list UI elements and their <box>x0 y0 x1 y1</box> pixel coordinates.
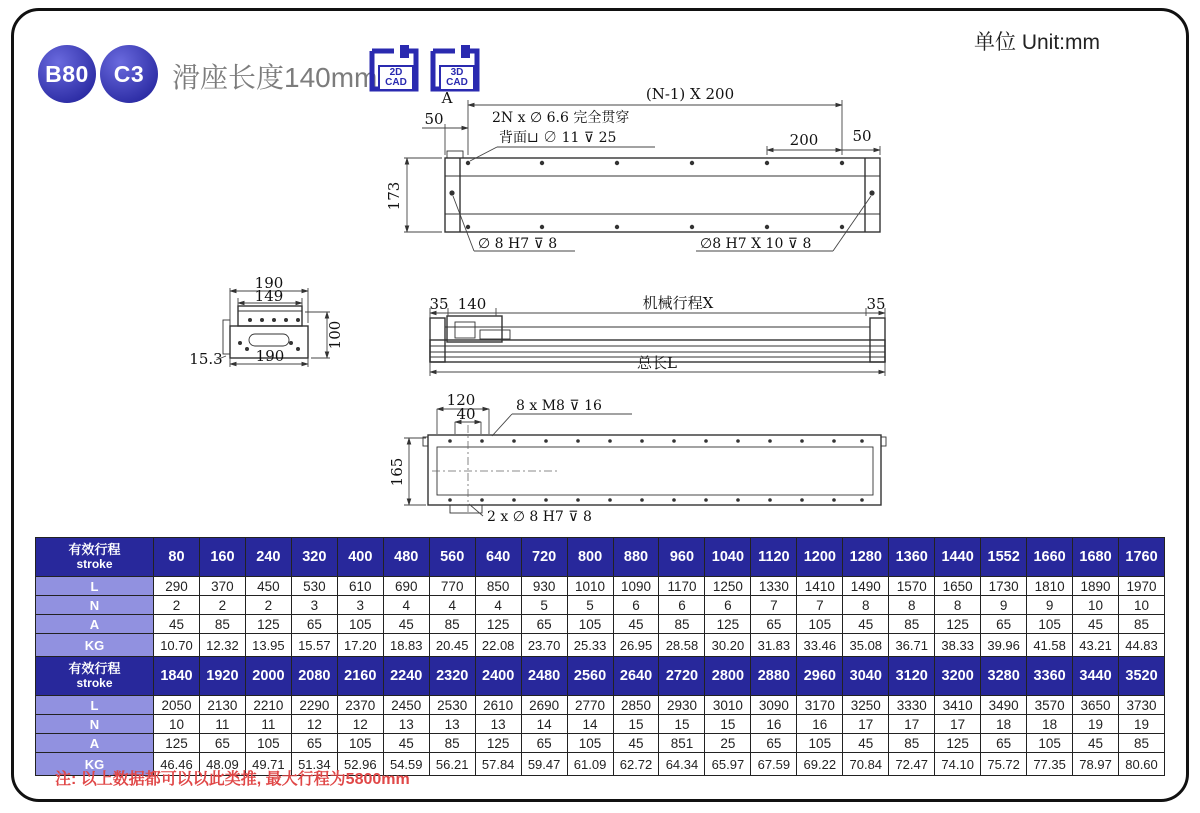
value-cell: 31.83 <box>751 634 797 657</box>
value-cell: 85 <box>659 615 705 634</box>
value-cell: 44.83 <box>1119 634 1165 657</box>
stroke-value-cell: 1200 <box>797 538 843 577</box>
stroke-value-cell: 3040 <box>843 657 889 696</box>
value-cell: 65 <box>521 734 567 753</box>
stroke-value-cell: 2480 <box>521 657 567 696</box>
value-cell: 45 <box>383 615 429 634</box>
value-cell: 2130 <box>199 696 245 715</box>
page-title: 滑座长度140mm <box>172 62 378 93</box>
value-cell: 57.84 <box>475 753 521 776</box>
value-cell: 370 <box>199 577 245 596</box>
value-cell: 2850 <box>613 696 659 715</box>
stroke-value-cell: 80 <box>154 538 200 577</box>
value-cell: 23.70 <box>521 634 567 657</box>
value-cell: 15 <box>613 715 659 734</box>
stroke-value-cell: 3360 <box>1027 657 1073 696</box>
value-cell: 65 <box>751 734 797 753</box>
value-cell: 12.32 <box>199 634 245 657</box>
total-length-label: 总长L <box>637 354 677 372</box>
stroke-value-cell: 2640 <box>613 657 659 696</box>
value-cell: 1490 <box>843 577 889 596</box>
value-cell: 10 <box>1073 596 1119 615</box>
stroke-value-cell: 3280 <box>981 657 1027 696</box>
stroke-value-cell: 1920 <box>199 657 245 696</box>
dim-190-bottom: 190 <box>255 347 285 365</box>
value-cell: 450 <box>245 577 291 596</box>
variant-badge-label: C3 <box>113 60 145 87</box>
value-cell: 125 <box>154 734 200 753</box>
value-cell: 13 <box>429 715 475 734</box>
value-cell: 7 <box>797 596 843 615</box>
value-cell: 25 <box>705 734 751 753</box>
hole-note-line1: 2N x ∅ 6.6 完全贯穿 <box>492 110 630 126</box>
value-cell: 850 <box>475 577 521 596</box>
value-cell: 10 <box>1119 596 1165 615</box>
row-label-cell: KG <box>36 753 154 776</box>
value-cell: 290 <box>154 577 200 596</box>
value-cell: 18.83 <box>383 634 429 657</box>
value-cell: 13 <box>475 715 521 734</box>
stroke-value-cell: 480 <box>383 538 429 577</box>
value-cell: 2770 <box>567 696 613 715</box>
dim-35-right: 35 <box>866 295 886 313</box>
value-cell: 67.59 <box>751 753 797 776</box>
value-cell: 5 <box>567 596 613 615</box>
value-cell: 15.57 <box>291 634 337 657</box>
value-cell: 35.08 <box>843 634 889 657</box>
value-cell: 13.95 <box>245 634 291 657</box>
stroke-value-cell: 1360 <box>889 538 935 577</box>
value-cell: 56.21 <box>429 753 475 776</box>
value-cell: 690 <box>383 577 429 596</box>
stroke-value-cell: 1680 <box>1073 538 1119 577</box>
value-cell: 75.72 <box>981 753 1027 776</box>
stroke-value-cell: 160 <box>199 538 245 577</box>
value-cell: 7 <box>751 596 797 615</box>
stroke-value-cell: 880 <box>613 538 659 577</box>
dim-173: 173 <box>385 181 403 211</box>
stroke-header-cell: 有效行程 stroke <box>36 657 154 696</box>
value-cell: 6 <box>659 596 705 615</box>
value-cell: 38.33 <box>935 634 981 657</box>
value-cell: 14 <box>521 715 567 734</box>
value-cell: 2 <box>245 596 291 615</box>
value-cell: 9 <box>1027 596 1073 615</box>
stroke-value-cell: 2080 <box>291 657 337 696</box>
footnote: 注: 以上数据都可以以此类推, 最大行程为5800mm <box>55 771 410 788</box>
value-cell: 65 <box>521 615 567 634</box>
value-cell: 74.10 <box>935 753 981 776</box>
value-cell: 1730 <box>981 577 1027 596</box>
dim-165: 165 <box>388 457 406 487</box>
value-cell: 3730 <box>1119 696 1165 715</box>
value-cell: 45 <box>1073 615 1119 634</box>
value-cell: 3490 <box>981 696 1027 715</box>
value-cell: 16 <box>797 715 843 734</box>
value-cell: 13 <box>383 715 429 734</box>
value-cell: 105 <box>1027 734 1073 753</box>
stroke-value-cell: 240 <box>245 538 291 577</box>
value-cell: 3570 <box>1027 696 1073 715</box>
value-cell: 45 <box>154 615 200 634</box>
value-cell: 61.09 <box>567 753 613 776</box>
value-cell: 62.72 <box>613 753 659 776</box>
value-cell: 3 <box>291 596 337 615</box>
value-cell: 45 <box>843 734 889 753</box>
stroke-value-cell: 320 <box>291 538 337 577</box>
value-cell: 770 <box>429 577 475 596</box>
value-cell: 2370 <box>337 696 383 715</box>
value-cell: 85 <box>429 734 475 753</box>
value-cell: 4 <box>475 596 521 615</box>
value-cell: 6 <box>705 596 751 615</box>
value-cell: 4 <box>429 596 475 615</box>
value-cell: 3650 <box>1073 696 1119 715</box>
value-cell: 72.47 <box>889 753 935 776</box>
value-cell: 12 <box>337 715 383 734</box>
value-cell: 51.34 <box>291 753 337 776</box>
value-cell: 85 <box>199 615 245 634</box>
stroke-value-cell: 1440 <box>935 538 981 577</box>
row-label-cell: L <box>36 577 154 596</box>
value-cell: 85 <box>1119 734 1165 753</box>
value-cell: 85 <box>429 615 475 634</box>
value-cell: 45 <box>1073 734 1119 753</box>
dim-a-label: A <box>441 89 453 107</box>
value-cell: 45 <box>383 734 429 753</box>
stroke-value-cell: 2240 <box>383 657 429 696</box>
stroke-value-cell: 800 <box>567 538 613 577</box>
value-cell: 8 <box>935 596 981 615</box>
stroke-value-cell: 2800 <box>705 657 751 696</box>
value-cell: 610 <box>337 577 383 596</box>
value-cell: 65 <box>981 615 1027 634</box>
top-view-drawing <box>385 85 880 252</box>
stroke-value-cell: 1760 <box>1119 538 1165 577</box>
value-cell: 69.22 <box>797 753 843 776</box>
stroke-value-cell: 2160 <box>337 657 383 696</box>
value-cell: 18 <box>981 715 1027 734</box>
value-cell: 1970 <box>1119 577 1165 596</box>
value-cell: 78.97 <box>1073 753 1119 776</box>
stroke-header-cell: 有效行程 stroke <box>36 538 154 577</box>
value-cell: 2210 <box>245 696 291 715</box>
value-cell: 43.21 <box>1073 634 1119 657</box>
thread-note: 8 x M8 ⊽ 16 <box>516 398 602 414</box>
value-cell: 70.84 <box>843 753 889 776</box>
stroke-value-cell: 1040 <box>705 538 751 577</box>
value-cell: 17.20 <box>337 634 383 657</box>
value-cell: 1250 <box>705 577 751 596</box>
value-cell: 9 <box>981 596 1027 615</box>
value-cell: 930 <box>521 577 567 596</box>
value-cell: 105 <box>567 734 613 753</box>
value-cell: 1570 <box>889 577 935 596</box>
stroke-value-cell: 720 <box>521 538 567 577</box>
value-cell: 125 <box>935 615 981 634</box>
value-cell: 33.46 <box>797 634 843 657</box>
value-cell: 25.33 <box>567 634 613 657</box>
value-cell: 1890 <box>1073 577 1119 596</box>
value-cell: 2690 <box>521 696 567 715</box>
value-cell: 1650 <box>935 577 981 596</box>
stroke-value-cell: 2560 <box>567 657 613 696</box>
dowel-note: 2 x ∅ 8 H7 ⊽ 8 <box>487 509 592 525</box>
value-cell: 12 <box>291 715 337 734</box>
value-cell: 11 <box>199 715 245 734</box>
value-cell: 77.35 <box>1027 753 1073 776</box>
value-cell: 1170 <box>659 577 705 596</box>
dim-100: 100 <box>326 320 344 350</box>
value-cell: 65 <box>981 734 1027 753</box>
value-cell: 3010 <box>705 696 751 715</box>
value-cell: 105 <box>797 615 843 634</box>
unit-label: 单位 Unit:mm <box>974 31 1100 54</box>
stroke-value-cell: 2960 <box>797 657 843 696</box>
value-cell: 125 <box>475 734 521 753</box>
stroke-value-cell: 3120 <box>889 657 935 696</box>
value-cell: 105 <box>797 734 843 753</box>
dim-pitch: (N-1) X 200 <box>645 85 735 103</box>
value-cell: 125 <box>705 615 751 634</box>
dim-35-left: 35 <box>429 295 449 313</box>
value-cell: 59.47 <box>521 753 567 776</box>
value-cell: 2 <box>199 596 245 615</box>
stroke-value-cell: 2400 <box>475 657 521 696</box>
value-cell: 10 <box>154 715 200 734</box>
value-cell: 19 <box>1073 715 1119 734</box>
value-cell: 65 <box>751 615 797 634</box>
value-cell: 125 <box>475 615 521 634</box>
stroke-value-cell: 3520 <box>1119 657 1165 696</box>
cad-2d-line2: CAD <box>385 77 407 88</box>
value-cell: 2530 <box>429 696 475 715</box>
cad-3d-line2: CAD <box>446 77 468 88</box>
hole-note-line2: 背面⊔ ∅ 11 ⊽ 25 <box>499 130 617 146</box>
stroke-value-cell: 560 <box>429 538 475 577</box>
value-cell: 65.97 <box>705 753 751 776</box>
stroke-value-cell: 1280 <box>843 538 889 577</box>
value-cell: 1330 <box>751 577 797 596</box>
stroke-value-cell: 1552 <box>981 538 1027 577</box>
value-cell: 530 <box>291 577 337 596</box>
value-cell: 17 <box>889 715 935 734</box>
value-cell: 15 <box>659 715 705 734</box>
value-cell: 64.34 <box>659 753 705 776</box>
spec-table <box>35 537 1165 776</box>
value-cell: 65 <box>199 734 245 753</box>
value-cell: 46.46 <box>154 753 200 776</box>
row-label-cell: N <box>36 596 154 615</box>
value-cell: 3250 <box>843 696 889 715</box>
value-cell: 105 <box>337 615 383 634</box>
value-cell: 14 <box>567 715 613 734</box>
value-cell: 1810 <box>1027 577 1073 596</box>
value-cell: 3 <box>337 596 383 615</box>
value-cell: 3330 <box>889 696 935 715</box>
bottom-view-drawing <box>388 391 886 525</box>
value-cell: 3410 <box>935 696 981 715</box>
value-cell: 1010 <box>567 577 613 596</box>
value-cell: 80.60 <box>1119 753 1165 776</box>
value-cell: 15 <box>705 715 751 734</box>
value-cell: 36.71 <box>889 634 935 657</box>
dim-15-3: 15.3 <box>189 350 223 368</box>
value-cell: 45 <box>613 615 659 634</box>
side-view-drawing <box>429 294 885 376</box>
stroke-value-cell: 2880 <box>751 657 797 696</box>
value-cell: 16 <box>751 715 797 734</box>
value-cell: 65 <box>291 615 337 634</box>
stroke-value-cell: 640 <box>475 538 521 577</box>
value-cell: 39.96 <box>981 634 1027 657</box>
value-cell: 2 <box>154 596 200 615</box>
value-cell: 17 <box>935 715 981 734</box>
value-cell: 105 <box>1027 615 1073 634</box>
stroke-value-cell: 1840 <box>154 657 200 696</box>
value-cell: 3090 <box>751 696 797 715</box>
row-label-cell: L <box>36 696 154 715</box>
value-cell: 6 <box>613 596 659 615</box>
dim-190-top: 190 <box>254 274 284 292</box>
value-cell: 48.09 <box>199 753 245 776</box>
value-cell: 49.71 <box>245 753 291 776</box>
dim-200: 200 <box>789 131 819 149</box>
value-cell: 17 <box>843 715 889 734</box>
section-view-drawing <box>189 274 344 368</box>
value-cell: 105 <box>567 615 613 634</box>
stroke-value-cell: 2720 <box>659 657 705 696</box>
value-cell: 1410 <box>797 577 843 596</box>
dim-50-left: 50 <box>424 110 444 128</box>
hole-right-label: ∅8 H7 X 10 ⊽ 8 <box>700 236 812 252</box>
value-cell: 52.96 <box>337 753 383 776</box>
value-cell: 22.08 <box>475 634 521 657</box>
value-cell: 45 <box>843 615 889 634</box>
dim-50-right: 50 <box>852 127 872 145</box>
row-label-cell: A <box>36 615 154 634</box>
value-cell: 3170 <box>797 696 843 715</box>
dim-140: 140 <box>457 295 487 313</box>
value-cell: 105 <box>337 734 383 753</box>
value-cell: 105 <box>245 734 291 753</box>
dim-120: 120 <box>446 391 476 409</box>
value-cell: 41.58 <box>1027 634 1073 657</box>
value-cell: 2930 <box>659 696 705 715</box>
stroke-value-cell: 400 <box>337 538 383 577</box>
cad-3d-line1: 3D <box>450 67 464 78</box>
value-cell: 65 <box>291 734 337 753</box>
dim-40: 40 <box>456 405 476 423</box>
value-cell: 2290 <box>291 696 337 715</box>
stroke-value-cell: 1660 <box>1027 538 1073 577</box>
value-cell: 2610 <box>475 696 521 715</box>
value-cell: 18 <box>1027 715 1073 734</box>
value-cell: 8 <box>889 596 935 615</box>
row-label-cell: A <box>36 734 154 753</box>
stroke-value-cell: 960 <box>659 538 705 577</box>
row-label-cell: KG <box>36 634 154 657</box>
row-label-cell: N <box>36 715 154 734</box>
value-cell: 20.45 <box>429 634 475 657</box>
value-cell: 8 <box>843 596 889 615</box>
value-cell: 125 <box>935 734 981 753</box>
spec-table-wrap <box>35 537 1165 776</box>
model-badge-label: B80 <box>45 60 89 87</box>
value-cell: 28.58 <box>659 634 705 657</box>
stroke-value-cell: 2320 <box>429 657 475 696</box>
stroke-value-cell: 2000 <box>245 657 291 696</box>
value-cell: 851 <box>659 734 705 753</box>
value-cell: 30.20 <box>705 634 751 657</box>
value-cell: 4 <box>383 596 429 615</box>
spec-table-body <box>36 538 1165 776</box>
value-cell: 10.70 <box>154 634 200 657</box>
value-cell: 85 <box>889 615 935 634</box>
stroke-axis-label: 机械行程X <box>642 294 714 312</box>
value-cell: 2050 <box>154 696 200 715</box>
value-cell: 1090 <box>613 577 659 596</box>
stroke-value-cell: 3200 <box>935 657 981 696</box>
value-cell: 85 <box>1119 615 1165 634</box>
value-cell: 5 <box>521 596 567 615</box>
value-cell: 125 <box>245 615 291 634</box>
stroke-value-cell: 3440 <box>1073 657 1119 696</box>
value-cell: 26.95 <box>613 634 659 657</box>
cad-2d-line1: 2D <box>389 67 403 78</box>
value-cell: 54.59 <box>383 753 429 776</box>
value-cell: 11 <box>245 715 291 734</box>
hole-left-label: ∅ 8 H7 ⊽ 8 <box>478 236 558 252</box>
value-cell: 45 <box>613 734 659 753</box>
value-cell: 2450 <box>383 696 429 715</box>
stroke-value-cell: 1120 <box>751 538 797 577</box>
value-cell: 19 <box>1119 715 1165 734</box>
value-cell: 85 <box>889 734 935 753</box>
dim-149: 149 <box>254 287 284 305</box>
